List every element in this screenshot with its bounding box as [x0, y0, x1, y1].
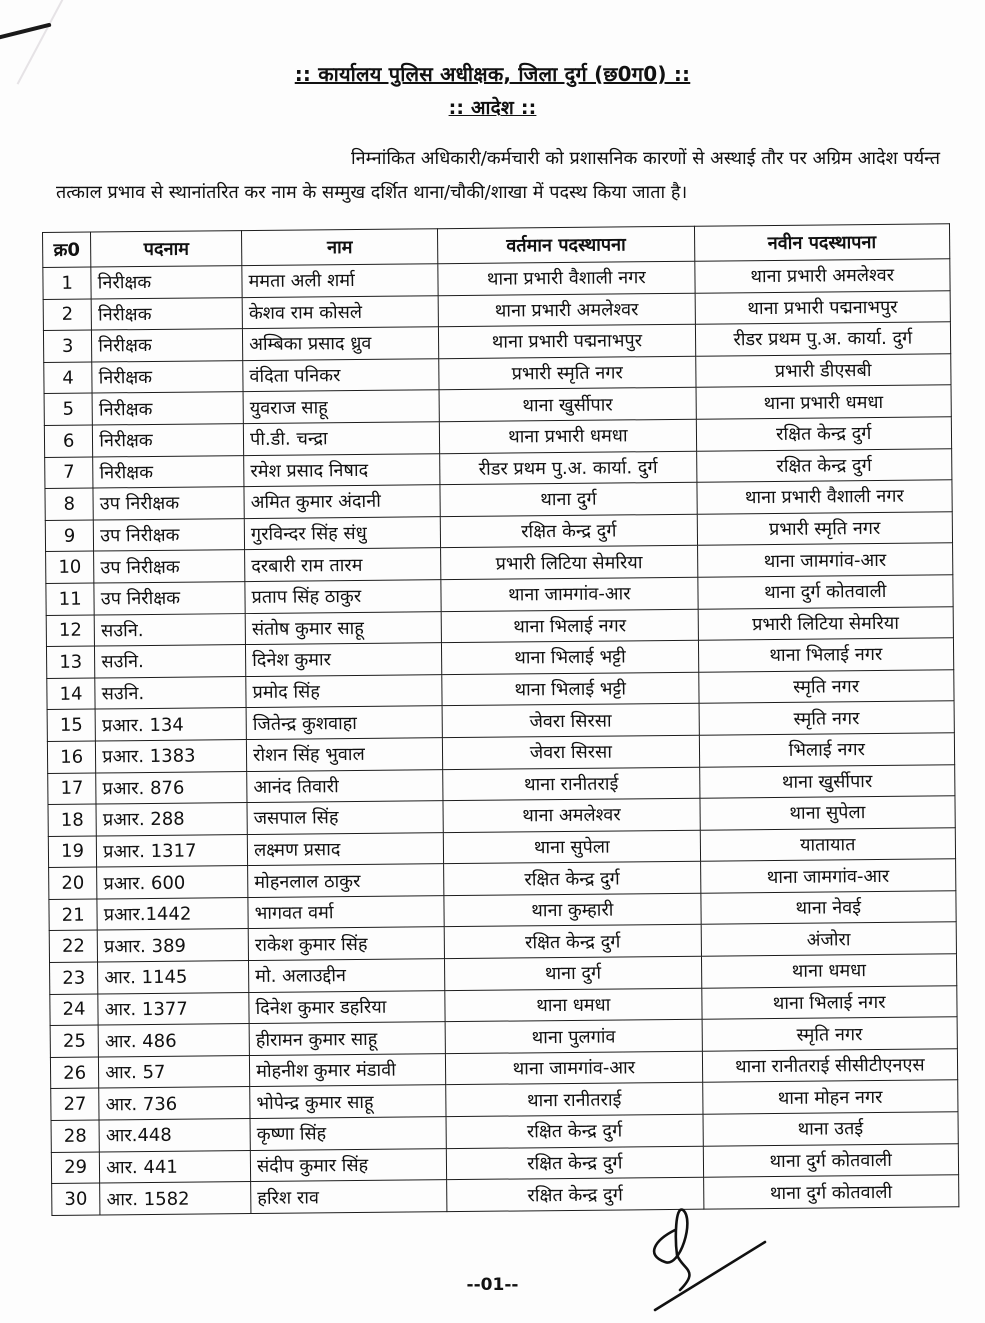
cell-current-posting: रक्षित केन्द्र दुर्ग: [446, 1114, 703, 1148]
cell-current-posting: थाना भिलाई नगर: [441, 609, 698, 643]
office-heading: :: कार्यालय पुलिस अधीक्षक, जिला दुर्ग (छ0ग0) ::: [294, 62, 691, 86]
cell-current-posting: थाना जामगांव-आर: [441, 577, 698, 611]
cell-designation: निरीक्षक: [92, 360, 243, 393]
cell-serial-number: 15: [47, 709, 96, 741]
cell-new-posting: थाना प्रभारी वैशाली नगर: [697, 480, 953, 514]
cell-new-posting: थाना प्रभारी पद्मनाभपुर: [695, 290, 951, 324]
cell-new-posting: भिलाई नगर: [699, 733, 955, 767]
cell-serial-number: 2: [43, 299, 92, 331]
cell-serial-number: 24: [50, 994, 99, 1026]
cell-designation: निरीक्षक: [91, 297, 242, 330]
cell-new-posting: थाना धमधा: [701, 954, 957, 988]
cell-designation: प्रआर. 876: [96, 771, 247, 804]
cell-new-posting: थाना रानीतराई सीसीटीएनएस: [702, 1049, 958, 1083]
cell-name: वंदिता पनिकर: [243, 358, 439, 391]
cell-designation: निरीक्षक: [93, 455, 244, 488]
cell-serial-number: 11: [46, 583, 95, 615]
order-heading: :: आदेश ::: [448, 97, 537, 119]
intro-line-1: निम्नांकित अधिकारी/कर्मचारी को प्रशासनिक कारणों से अस्थाई तौर पर अग्रिम आदेश पर्यन्त: [350, 148, 940, 169]
cell-new-posting: स्मृति नगर: [699, 701, 955, 735]
cell-current-posting: प्रभारी स्मृति नगर: [439, 356, 696, 390]
cell-current-posting: रक्षित केन्द्र दुर्ग: [447, 1177, 704, 1211]
cell-designation: प्रआर. 288: [96, 803, 247, 836]
cell-current-posting: रक्षित केन्द्र दुर्ग: [446, 1146, 703, 1180]
header-designation: पदनाम: [91, 231, 242, 267]
cell-name: पी.डी. चन्द्रा: [243, 422, 439, 455]
cell-designation: निरीक्षक: [91, 266, 242, 299]
cell-current-posting: थाना दुर्ग: [440, 482, 697, 516]
cell-designation: निरीक्षक: [93, 424, 244, 457]
cell-name: प्रताप सिंह ठाकुर: [245, 580, 441, 613]
cell-designation: प्रआर. 1317: [97, 834, 248, 867]
cell-current-posting: थाना भिलाई भट्टी: [442, 640, 699, 674]
cell-name: आनंद तिवारी: [247, 769, 443, 802]
cell-serial-number: 27: [51, 1088, 100, 1120]
intro-line-2: तत्काल प्रभाव से स्थानांतरित कर नाम के सम्मुख दर्शित थाना/चौकी/शाखा में पदस्थ किया जाता है।: [56, 182, 688, 203]
header-name: नाम: [242, 229, 438, 266]
cell-serial-number: 28: [51, 1120, 100, 1152]
cell-current-posting: थाना जामगांव-आर: [446, 1051, 703, 1085]
cell-serial-number: 22: [49, 930, 98, 962]
cell-current-posting: थाना सुपेला: [443, 830, 700, 864]
cell-serial-number: 8: [45, 488, 94, 520]
cell-new-posting: थाना खुर्सीपार: [699, 764, 955, 798]
cell-name: अम्बिका प्रसाद ध्रुव: [243, 327, 439, 360]
cell-designation: आर. 1377: [98, 992, 249, 1025]
cell-designation: प्रआर. 134: [95, 708, 246, 741]
cell-current-posting: थाना अमलेश्वर: [443, 798, 700, 832]
cell-name: केशव राम कोसले: [242, 295, 438, 328]
cell-designation: उप निरीक्षक: [94, 518, 245, 551]
cell-current-posting: जेवरा सिरसा: [443, 735, 700, 769]
cell-new-posting: थाना मोहन नगर: [702, 1080, 958, 1114]
cell-serial-number: 20: [49, 867, 98, 899]
cell-designation: उप निरीक्षक: [93, 487, 244, 520]
cell-designation: सउनि.: [95, 676, 246, 709]
cell-name: ममता अली शर्मा: [242, 264, 438, 297]
cell-designation: प्रआर. 600: [97, 866, 248, 899]
cell-new-posting: प्रभारी स्मृति नगर: [697, 512, 953, 546]
cell-current-posting: रक्षित केन्द्र दुर्ग: [444, 925, 701, 959]
cell-name: राकेश कुमार सिंह: [248, 927, 444, 960]
cell-current-posting: थाना खुर्सीपार: [439, 388, 696, 422]
cell-serial-number: 18: [48, 804, 97, 836]
cell-new-posting: थाना उतई: [703, 1112, 959, 1146]
cell-designation: उप निरीक्षक: [94, 582, 245, 615]
cell-current-posting: थाना प्रभारी धमधा: [440, 419, 697, 453]
cell-new-posting: थाना नेवई: [700, 891, 956, 925]
cell-serial-number: 12: [46, 615, 95, 647]
cell-name: लक्ष्मण प्रसाद: [247, 832, 443, 865]
cell-new-posting: थाना दुर्ग कोतवाली: [697, 575, 953, 609]
cell-serial-number: 23: [50, 962, 99, 994]
cell-designation: सउनि.: [95, 645, 246, 678]
cell-name: मोहनलाल ठाकुर: [248, 864, 444, 897]
cell-serial-number: 21: [49, 899, 98, 931]
cell-current-posting: थाना प्रभारी अमलेश्वर: [438, 293, 695, 327]
cell-serial-number: 17: [48, 773, 97, 805]
cell-name: गुरविन्दर सिंह संधु: [244, 516, 440, 549]
cell-name: मोहनीश कुमार मंडावी: [250, 1054, 446, 1087]
cell-new-posting: रीडर प्रथम पु.अ. कार्या. दुर्ग: [695, 322, 951, 356]
cell-current-posting: थाना दुर्ग: [445, 956, 702, 990]
cell-designation: प्रआर.1442: [97, 897, 248, 930]
cell-serial-number: 30: [52, 1183, 101, 1215]
cell-serial-number: 26: [50, 1057, 99, 1089]
cell-serial-number: 1: [43, 267, 92, 299]
cell-name: कृष्णा सिंह: [250, 1117, 446, 1150]
cell-new-posting: थाना प्रभारी धमधा: [696, 385, 952, 419]
cell-name: हरिश राव: [251, 1180, 447, 1213]
cell-designation: आर. 1582: [100, 1182, 251, 1215]
cell-current-posting: थाना रानीतराई: [443, 767, 700, 801]
cell-name: भागवत वर्मा: [248, 896, 444, 929]
cell-serial-number: 5: [44, 393, 93, 425]
cell-designation: सउनि.: [94, 613, 245, 646]
cell-name: हीरामन कुमार साहू: [249, 1022, 445, 1055]
cell-name: जितेन्द्र कुशवाहा: [246, 706, 442, 739]
cell-new-posting: थाना जामगांव-आर: [700, 859, 956, 893]
cell-serial-number: 14: [47, 678, 96, 710]
cell-current-posting: थाना प्रभारी वैशाली नगर: [438, 261, 695, 295]
cell-designation: आर. 736: [99, 1087, 250, 1120]
cell-designation: आर. 441: [100, 1150, 251, 1183]
page-number: --01--: [466, 1275, 519, 1295]
cell-new-posting: थाना प्रभारी अमलेश्वर: [694, 259, 950, 293]
header-new-posting: नवीन पदस्थापना: [694, 224, 950, 261]
cell-serial-number: 19: [48, 836, 97, 868]
cell-current-posting: रक्षित केन्द्र दुर्ग: [444, 861, 701, 895]
cell-serial-number: 29: [51, 1152, 100, 1184]
cell-name: रोशन सिंह भुवाल: [246, 738, 442, 771]
cell-new-posting: थाना सुपेला: [700, 796, 956, 830]
cell-new-posting: रक्षित केन्द्र दुर्ग: [696, 448, 952, 482]
cell-name: प्रमोद सिंह: [246, 674, 442, 707]
cell-designation: निरीक्षक: [92, 392, 243, 425]
cell-current-posting: प्रभारी लिटिया सेमरिया: [441, 546, 698, 580]
cell-serial-number: 6: [44, 425, 93, 457]
cell-name: संतोष कुमार साहू: [245, 611, 441, 644]
cell-serial-number: 9: [45, 520, 94, 552]
header-serial-number: क्र0: [43, 232, 92, 267]
cell-current-posting: जेवरा सिरसा: [442, 704, 699, 738]
cell-designation: प्रआर. 1383: [96, 739, 247, 772]
cell-current-posting: थाना भिलाई भट्टी: [442, 672, 699, 706]
cell-current-posting: रक्षित केन्द्र दुर्ग: [440, 514, 697, 548]
cell-new-posting: प्रभारी लिटिया सेमरिया: [698, 606, 954, 640]
cell-serial-number: 16: [47, 741, 96, 773]
cell-current-posting: थाना रानीतराई: [446, 1083, 703, 1117]
cell-serial-number: 3: [43, 330, 92, 362]
cell-designation: प्रआर. 389: [97, 929, 248, 962]
cell-name: जसपाल सिंह: [247, 801, 443, 834]
cell-name: दिनेश कुमार डहरिया: [249, 990, 445, 1023]
cell-designation: आर. 486: [98, 1024, 249, 1057]
cell-serial-number: 10: [46, 551, 95, 583]
cell-name: युवराज साहू: [243, 390, 439, 423]
cell-serial-number: 4: [44, 362, 93, 394]
cell-current-posting: थाना धमधा: [445, 988, 702, 1022]
cell-serial-number: 7: [45, 457, 94, 489]
cell-name: मो. अलाउद्दीन: [249, 959, 445, 992]
cell-new-posting: थाना भिलाई नगर: [701, 985, 957, 1019]
cell-name: अमित कुमार अंदानी: [244, 485, 440, 518]
cell-new-posting: थाना भिलाई नगर: [698, 638, 954, 672]
cell-current-posting: रीडर प्रथम पु.अ. कार्या. दुर्ग: [440, 451, 697, 485]
cell-new-posting: थाना दुर्ग कोतवाली: [703, 1175, 959, 1209]
cell-serial-number: 13: [46, 646, 95, 678]
cell-designation: आर. 1145: [98, 961, 249, 994]
cell-current-posting: थाना कुम्हारी: [444, 893, 701, 927]
cell-designation: निरीक्षक: [92, 329, 243, 362]
table-body: [43, 259, 959, 1215]
cell-new-posting: अंजोरा: [701, 922, 957, 956]
cell-name: दरबारी राम तारम: [245, 548, 441, 581]
cell-name: भोपेन्द्र कुमार साहू: [250, 1085, 446, 1118]
cell-name: संदीप कुमार सिंह: [250, 1148, 446, 1181]
transfer-table: [42, 223, 959, 1215]
cell-designation: उप निरीक्षक: [94, 550, 245, 583]
order-intro-paragraph: [56, 142, 940, 210]
header-current-posting: वर्तमान पदस्थापना: [438, 226, 695, 263]
cell-current-posting: थाना पुलगांव: [445, 1019, 702, 1053]
cell-name: रमेश प्रसाद निषाद: [244, 453, 440, 486]
cell-current-posting: थाना प्रभारी पद्मनाभपुर: [439, 324, 696, 358]
cell-new-posting: यातायात: [700, 827, 956, 861]
signature-icon: [625, 1200, 775, 1315]
cell-name: दिनेश कुमार: [246, 643, 442, 676]
cell-new-posting: स्मृति नगर: [698, 669, 954, 703]
cell-new-posting: थाना जामगांव-आर: [697, 543, 953, 577]
cell-new-posting: रक्षित केन्द्र दुर्ग: [696, 417, 952, 451]
cell-new-posting: प्रभारी डीएसबी: [695, 354, 951, 388]
cell-designation: आर.448: [99, 1119, 250, 1152]
cell-new-posting: थाना दुर्ग कोतवाली: [703, 1143, 959, 1177]
cell-new-posting: स्मृति नगर: [702, 1017, 958, 1051]
cell-designation: आर. 57: [99, 1055, 250, 1088]
cell-serial-number: 25: [50, 1025, 99, 1057]
